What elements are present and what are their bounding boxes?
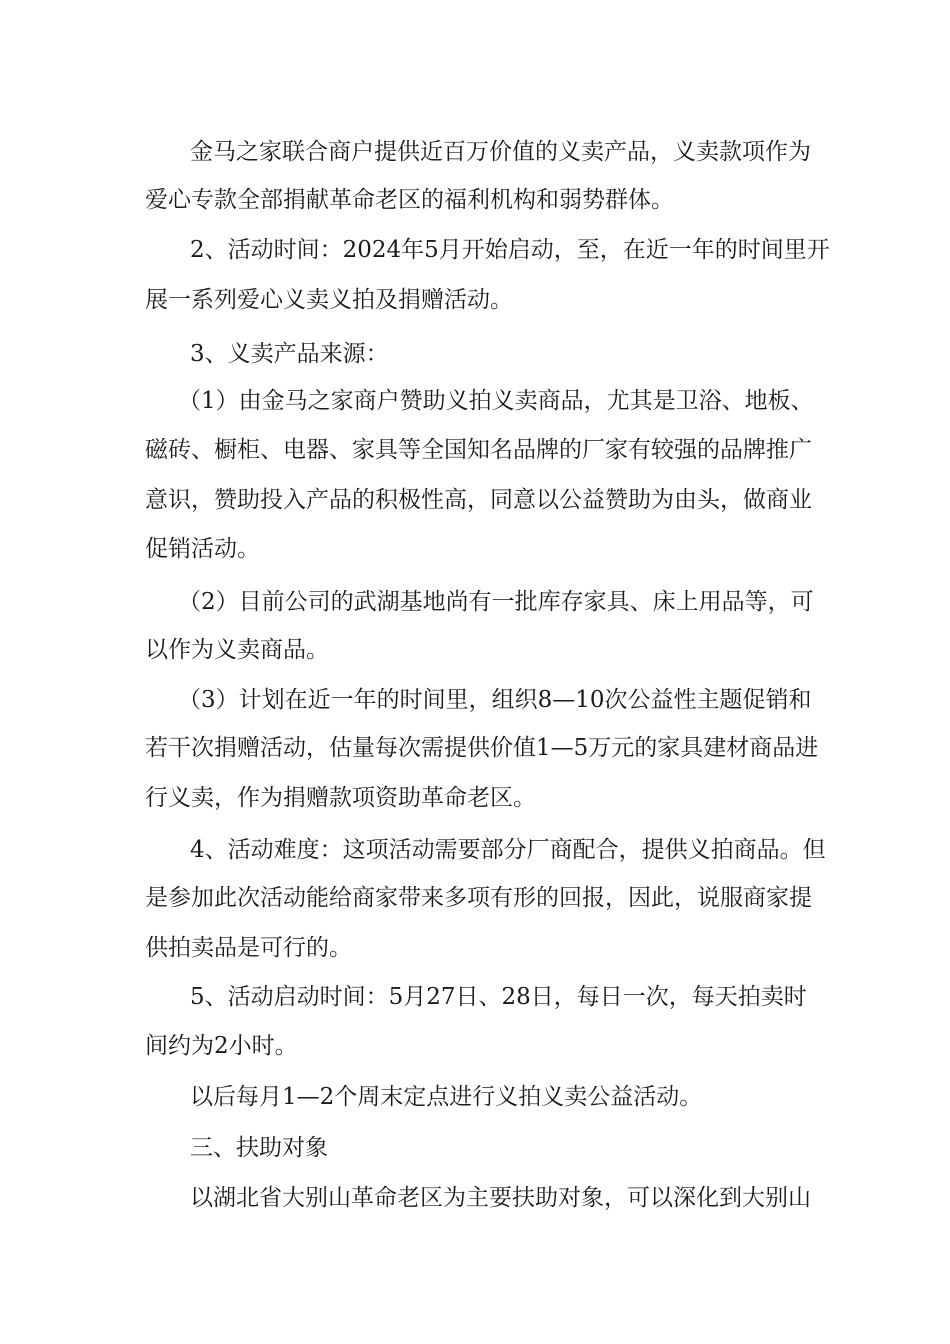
text-line: （1）由金马之家商户赞助义拍义卖商品，尤其是卫浴、地板、 [178, 388, 814, 414]
text-line: 促销活动。 [145, 536, 260, 562]
text-line: 磁砖、橱柜、电器、家具等全国知名品牌的厂家有较强的品牌推广 [145, 437, 812, 463]
text-line: 供拍卖品是可行的。 [145, 935, 352, 961]
text-line: 展一系列爱心义卖义拍及捐赠活动。 [145, 287, 513, 313]
text-line: 2、活动时间：2024年5月开始启动，至，在近一年的时间里开 [190, 237, 830, 263]
section-heading: 三、扶助对象 [190, 1135, 328, 1161]
text-line: 以湖北省大别山革命老区为主要扶助对象，可以深化到大别山 [190, 1185, 811, 1211]
text-line: 以后每月1—2个周末定点进行义拍义卖公益活动。 [190, 1084, 703, 1110]
text-line: 3、义卖产品来源： [190, 341, 389, 367]
text-line: 若干次捐赠活动，估量每次需提供价值1—5万元的家具建材商品进 [145, 735, 819, 761]
text-line: 爱心专款全部捐献革命老区的福利机构和弱势群体。 [145, 187, 674, 213]
text-line: （3）计划在近一年的时间里，组织8—10次公益性主题促销和 [178, 687, 812, 713]
text-line: 以作为义卖商品。 [145, 637, 329, 663]
text-line: 意识，赞助投入产品的积极性高，同意以公益赞助为由头，做商业 [145, 487, 812, 513]
text-line: 金马之家联合商户提供近百万价值的义卖产品，义卖款项作为 [190, 139, 811, 165]
text-line: 是参加此次活动能给商家带来多项有形的回报，因此，说服商家提 [145, 885, 812, 911]
text-line: 行义卖，作为捐赠款项资助革命老区。 [145, 785, 536, 811]
text-line: （2）目前公司的武湖基地尚有一批库存家具、床上用品等，可 [178, 589, 814, 615]
text-line: 间约为2小时。 [145, 1033, 298, 1059]
text-line: 4、活动难度：这项活动需要部分厂商配合，提供义拍商品。但 [190, 837, 826, 863]
text-line: 5、活动启动时间：5月27日、28日，每日一次，每天拍卖时 [190, 984, 807, 1010]
